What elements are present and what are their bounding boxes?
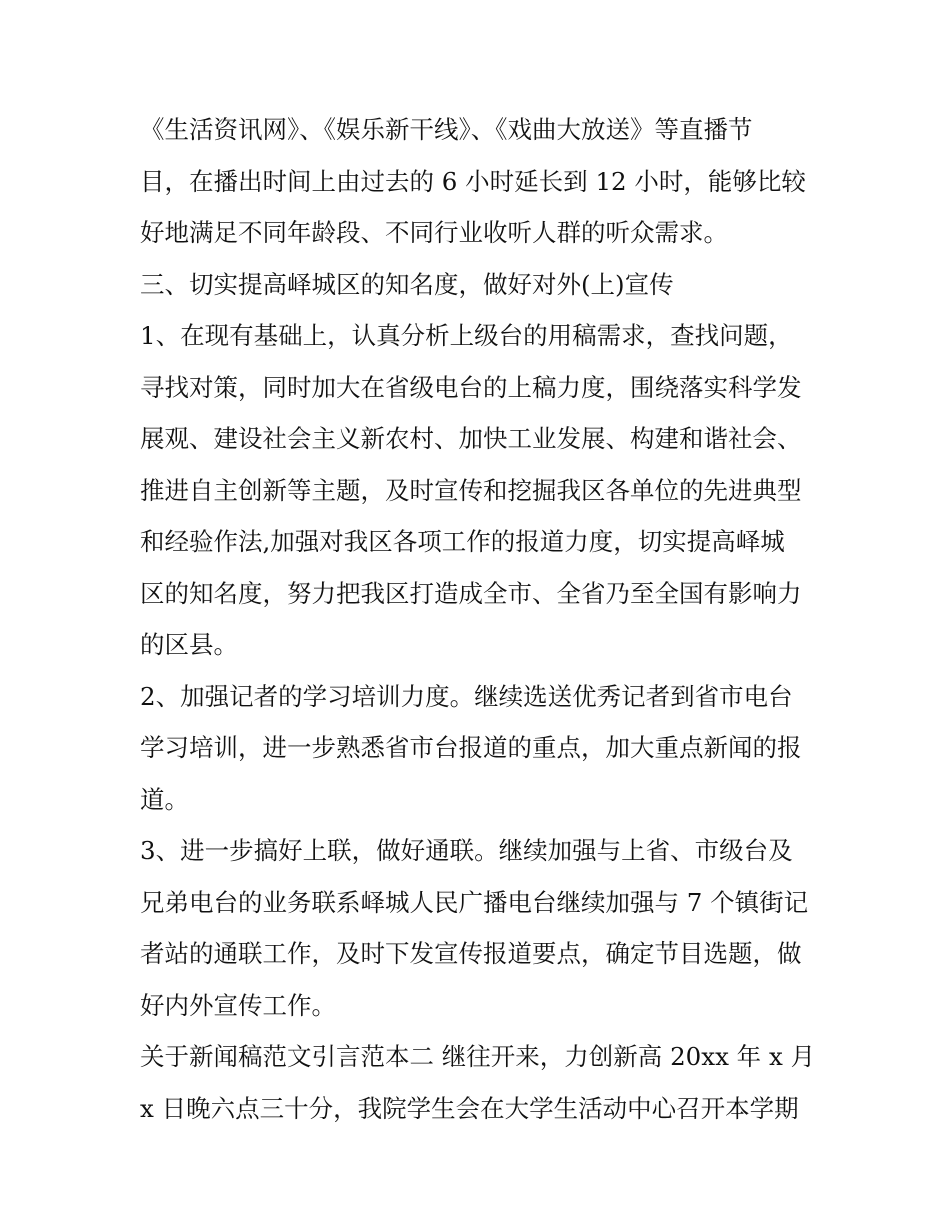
text-line: 区的知名度，努力把我区打造成全市、全省乃至全国有影响力 [140,578,802,608]
text-line: 好内外宣传工作。 [140,990,336,1020]
text-line: 《生活资讯网》、《娱乐新干线》、《戏曲大放送》等直播节 [140,115,753,144]
text-line: 展观、建设社会主义新农村、加快工业发展、构建和谐社会、 [140,424,802,453]
text-line: 和经验作法,加强对我区各项工作的报道力度，切实提高峄城 [140,527,785,556]
text-line: 好地满足不同年龄段、不同行业收听人群的听众需求。 [140,218,728,247]
text-line: 者站的通联工作，及时下发宣传报道要点，确定节目选题，做 [140,939,802,968]
text-line: 1、在现有基础上，认真分析上级台的用稿需求，查找问题， [140,321,793,350]
section-heading: 三、切实提高峄城区的知名度，做好对外(上)宣传 [140,269,674,299]
text-line: 关于新闻稿范文引言范本二 继往开来，力创新高 20xx 年 x 月 [140,1042,816,1071]
text-line: 2、加强记者的学习培训力度。继续选送优秀记者到省市电台 [140,681,793,711]
text-line: 寻找对策，同时加大在省级电台的上稿力度，围绕落实科学发 [140,372,802,402]
text-line: 的区县。 [140,630,238,659]
text-line: x 日晚六点三十分，我院学生会在大学生活动中心召开本学期 [140,1093,799,1123]
text-line: 推进自主创新等主题，及时宣传和挖掘我区各单位的先进典型 [140,475,802,505]
document-body [140,104,820,1134]
text-line: 3、进一步搞好上联，做好通联。继续加强与上省、市级台及 [140,836,793,865]
text-line: 学习培训，进一步熟悉省市台报道的重点，加大重点新闻的报 [140,733,802,762]
text-line: 兄弟电台的业务联系峄城人民广播电台继续加强与 7 个镇街记 [140,887,809,917]
text-line: 目，在播出时间上由过去的 6 小时延长到 12 小时，能够比较 [140,166,806,196]
text-line: 道。 [140,784,189,814]
